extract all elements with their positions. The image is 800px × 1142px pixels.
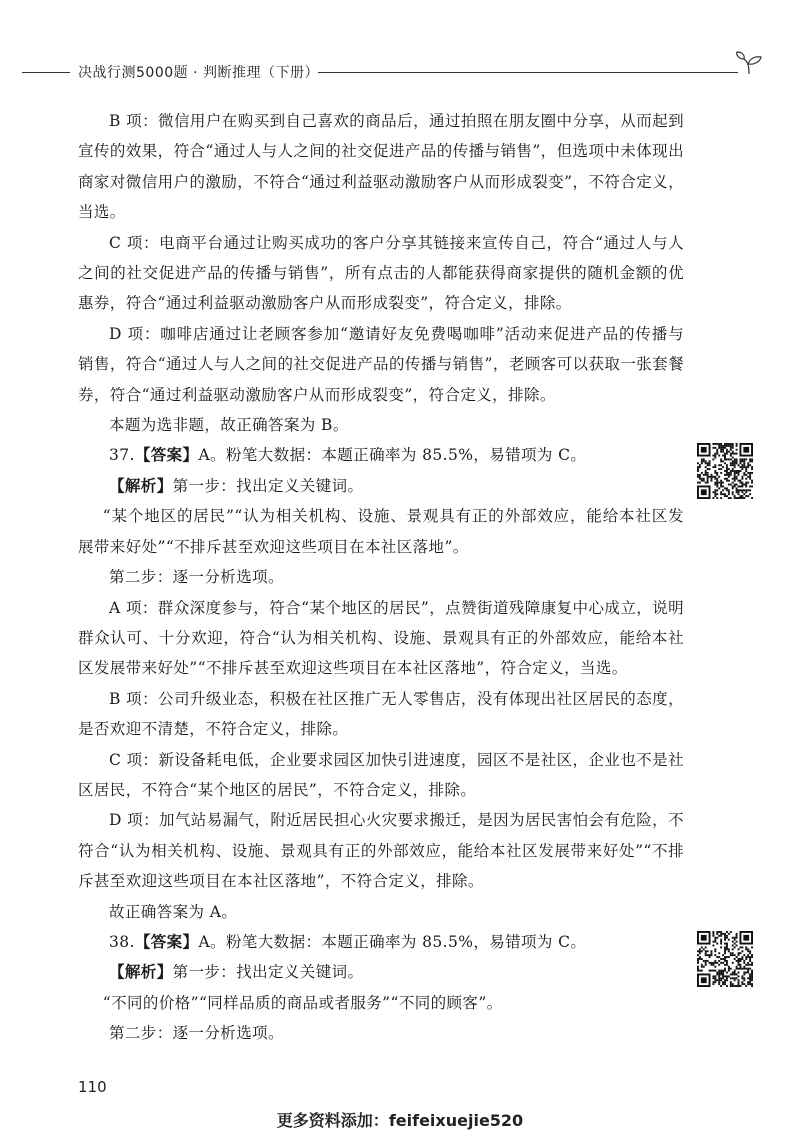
header-title: 决战行测5000题 · 判断推理（下册） — [78, 65, 319, 81]
paragraph-text: 第一步：找出定义关键词。 — [172, 476, 364, 495]
paragraph — [78, 440, 684, 470]
header-rule-right — [318, 72, 738, 73]
question-number: 38. — [109, 932, 135, 951]
paragraph-text: B 项：公司升级业态，积极在社区推广无人零售店，没有体现出社区居民的态度，是否欢迎不清楚，不符合定义，排除。 — [78, 689, 684, 739]
paragraph — [78, 927, 684, 957]
page-body — [78, 106, 684, 1049]
answer-tag: 【答案】 — [134, 931, 199, 951]
paragraph-text: A 项：群众深度参与，符合“某个地区的居民”，点赞街道残障康复中心成立，说明群众认可、十分欢迎，符合“认为相关机构、设施、景观具有正的外部效应，能给本社区发展带来好处”“不排斥甚至欢迎这些项目在本社区落地”，符合定义，当选。 — [78, 598, 684, 678]
paragraph-text: C 项：电商平台通过让购买成功的客户分享其链接来宣传自己，符合“通过人与人之间的社交促进产品的传播与销售”，所有点击的人都能获得商家提供的随机金额的优惠券，符合“通过利益驱动激励客户从而形成裂变”，符合定义，排除。 — [78, 233, 684, 313]
paragraph-text: 第一步：找出定义关键词。 — [172, 963, 364, 982]
analysis-tag: 【解析】 — [109, 962, 173, 982]
paragraph-text: 第二步：逐一分析选项。 — [109, 1024, 284, 1043]
paragraph — [78, 805, 684, 896]
footer-note — [0, 1108, 800, 1131]
analysis-tag: 【解析】 — [109, 475, 173, 495]
qr-code-38 — [697, 931, 753, 987]
header-rule-left — [22, 72, 70, 73]
paragraph — [78, 988, 684, 1018]
question-number: 37. — [109, 446, 135, 465]
paragraph-text: A。粉笔大数据：本题正确率为 85.5%，易错项为 C。 — [198, 932, 587, 951]
paragraph — [78, 106, 684, 228]
paragraph — [78, 957, 684, 987]
sprout-icon — [734, 50, 764, 78]
paragraph — [78, 228, 684, 319]
paragraph — [78, 745, 684, 806]
paragraph — [78, 562, 684, 592]
paragraph-text: D 项：加气站易漏气，附近居民担心火灾要求搬迁，是因为居民害怕会有危险，不符合“认为相关机构、设施、景观具有正的外部效应，能给本社区发展带来好处”“不排斥甚至欢迎这些项目在本社区落地”，不符合定义，排除。 — [78, 811, 684, 891]
paragraph-text: “不同的价格”“同样品质的商品或者服务”“不同的顾客”。 — [102, 993, 503, 1012]
footer-label: 更多资料添加： — [276, 1111, 389, 1130]
page-number: 110 — [78, 1078, 107, 1096]
paragraph-text: B 项：微信用户在购买到自己喜欢的商品后，通过拍照在朋友圈中分享，从而起到宣传的效果，符合“通过人与人之间的社交促进产品的传播与销售”，但选项中未体现出商家对微信用户的激励，不符合“通过利益驱动激励客户从而形成裂变”，不符合定义，当选。 — [78, 112, 684, 222]
footer-contact: feifeixuejie520 — [388, 1111, 524, 1130]
paragraph-text: D 项：咖啡店通过让老顾客参加“邀请好友免费喝咖啡”活动来促进产品的传播与销售，符合“通过人与人之间的社交促进产品的传播与销售”，老顾客可以获取一张套餐券，符合“通过利益驱动激励客户从而形成裂变”，符合定义，排除。 — [78, 324, 684, 404]
paragraph-text: A。粉笔大数据：本题正确率为 85.5%，易错项为 C。 — [198, 446, 587, 465]
paragraph-text: C 项：新设备耗电低，企业要求园区加快引进速度，园区不是社区，企业也不是社区居民，不符合“某个地区的居民”，不符合定义，排除。 — [78, 750, 684, 799]
paragraph — [78, 897, 684, 927]
paragraph-text: “某个地区的居民”“认为相关机构、设施、景观具有正的外部效应，能给本社区发展带来好处”“不排斥甚至欢迎这些项目在本社区落地”。 — [78, 507, 684, 556]
qr-code-37 — [697, 443, 753, 499]
paragraph — [78, 593, 684, 684]
paragraph-text: 第二步：逐一分析选项。 — [109, 568, 284, 587]
paragraph — [78, 501, 684, 562]
paragraph-text: 故正确答案为 A。 — [109, 902, 238, 921]
paragraph-text: 本题为选非题，故正确答案为 B。 — [109, 416, 349, 435]
paragraph — [78, 684, 684, 745]
paragraph — [78, 471, 684, 501]
paragraph — [78, 1018, 684, 1048]
paragraph — [78, 319, 684, 410]
running-header — [0, 58, 800, 88]
paragraph — [78, 410, 684, 440]
answer-tag: 【答案】 — [134, 445, 199, 465]
